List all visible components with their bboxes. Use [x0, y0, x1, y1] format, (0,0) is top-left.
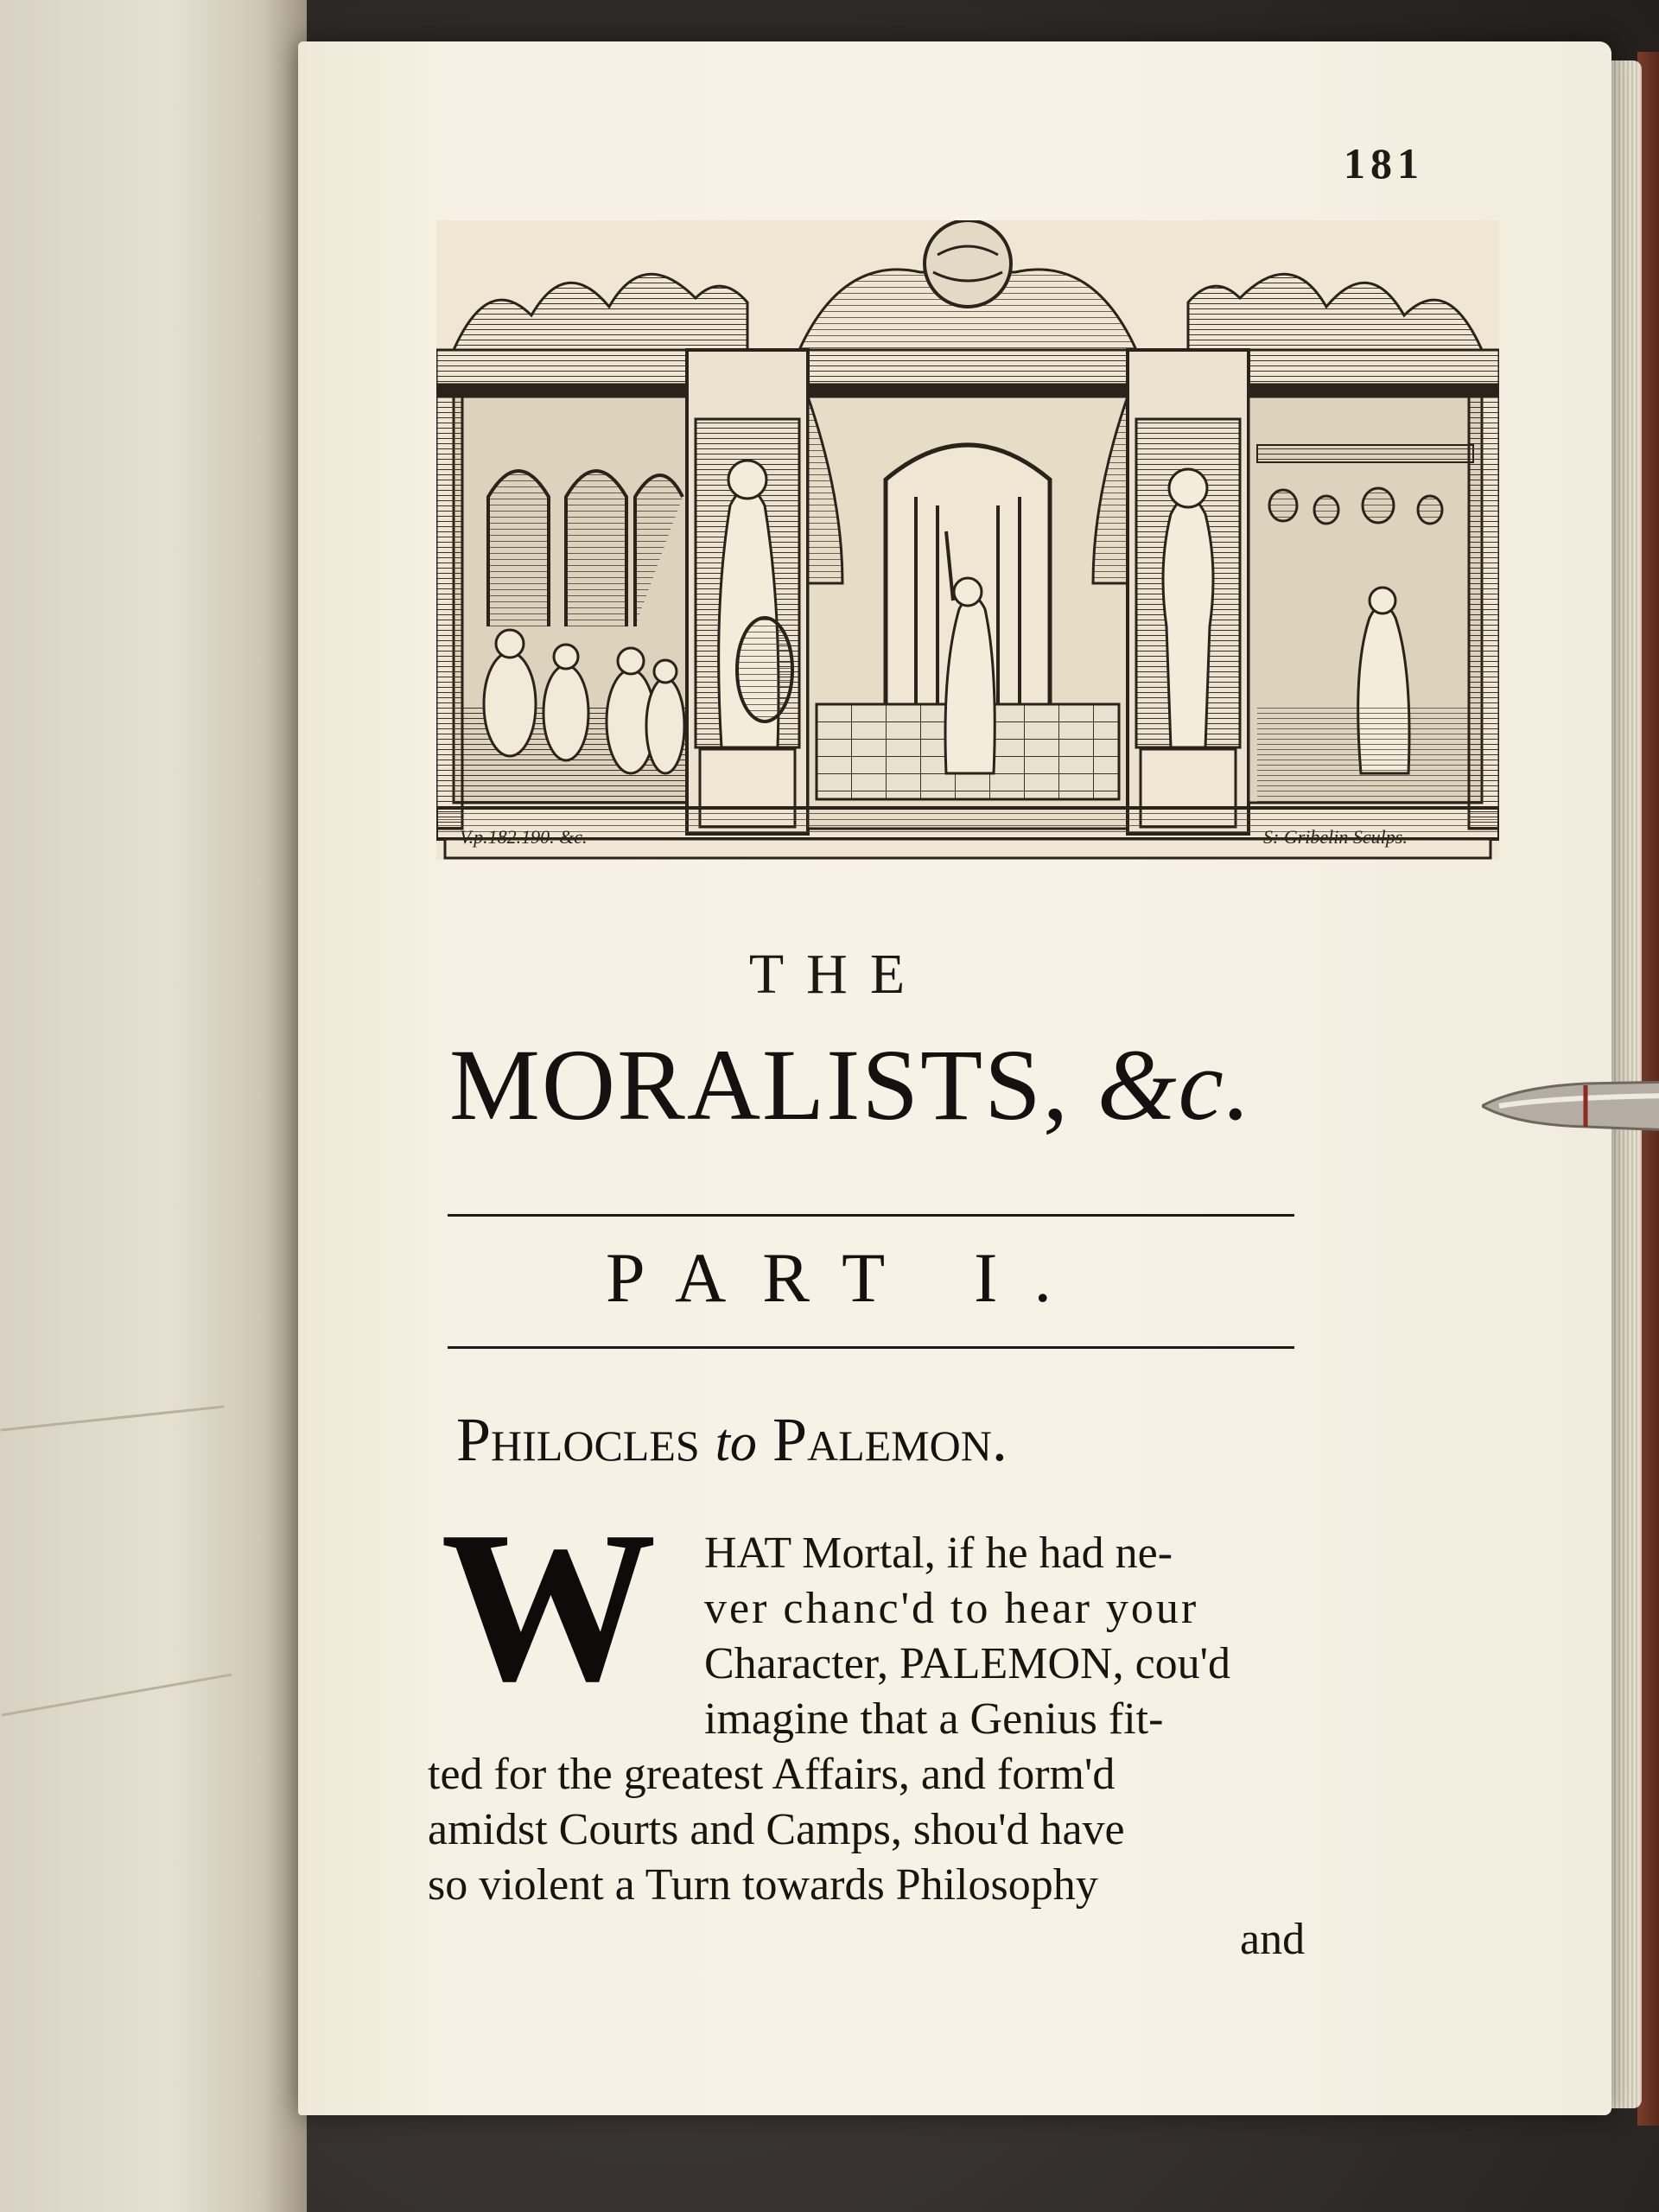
title-etc: &c.	[1096, 1028, 1253, 1141]
body-line: amidst Courts and Camps, shou'd have	[428, 1805, 1125, 1854]
body-line: so violent a Turn towards Philosophy	[428, 1860, 1098, 1910]
engraved-headpiece	[436, 220, 1499, 860]
left-page-rule	[2, 1674, 232, 1717]
rule-top	[448, 1214, 1294, 1217]
address-to: Palemon.	[772, 1405, 1007, 1474]
body-line: imagine that a Genius fit-	[704, 1694, 1164, 1744]
page-number: 181	[1344, 139, 1424, 188]
title-moralists: MORALISTS,	[449, 1028, 1071, 1141]
body-line: HAT Mortal, if he had ne-	[704, 1529, 1173, 1578]
body-line: ver chanc'd to hear your	[704, 1584, 1199, 1633]
address-line	[456, 1404, 1007, 1476]
engraving-caption-left: V.p.182.190. &c.	[460, 826, 588, 848]
drop-cap: W	[441, 1487, 657, 1726]
left-facing-page	[0, 0, 307, 2212]
part-heading: PART I.	[606, 1238, 1088, 1317]
page-title	[449, 1027, 1252, 1144]
engraving-caption-right: S: Gribelin Sculps.	[1263, 826, 1408, 848]
address-to-word: to	[715, 1414, 757, 1472]
title-the: THE	[748, 943, 928, 1006]
catchword: and	[1240, 1915, 1306, 1964]
pen-tip	[1482, 1078, 1659, 1134]
left-page-rule	[1, 1405, 225, 1431]
rule-bottom	[448, 1346, 1294, 1349]
body-line: Character, PALEMON, cou'd	[704, 1639, 1231, 1688]
body-line: ted for the greatest Affairs, and form'd	[428, 1750, 1116, 1799]
address-from: Philocles	[456, 1405, 700, 1474]
